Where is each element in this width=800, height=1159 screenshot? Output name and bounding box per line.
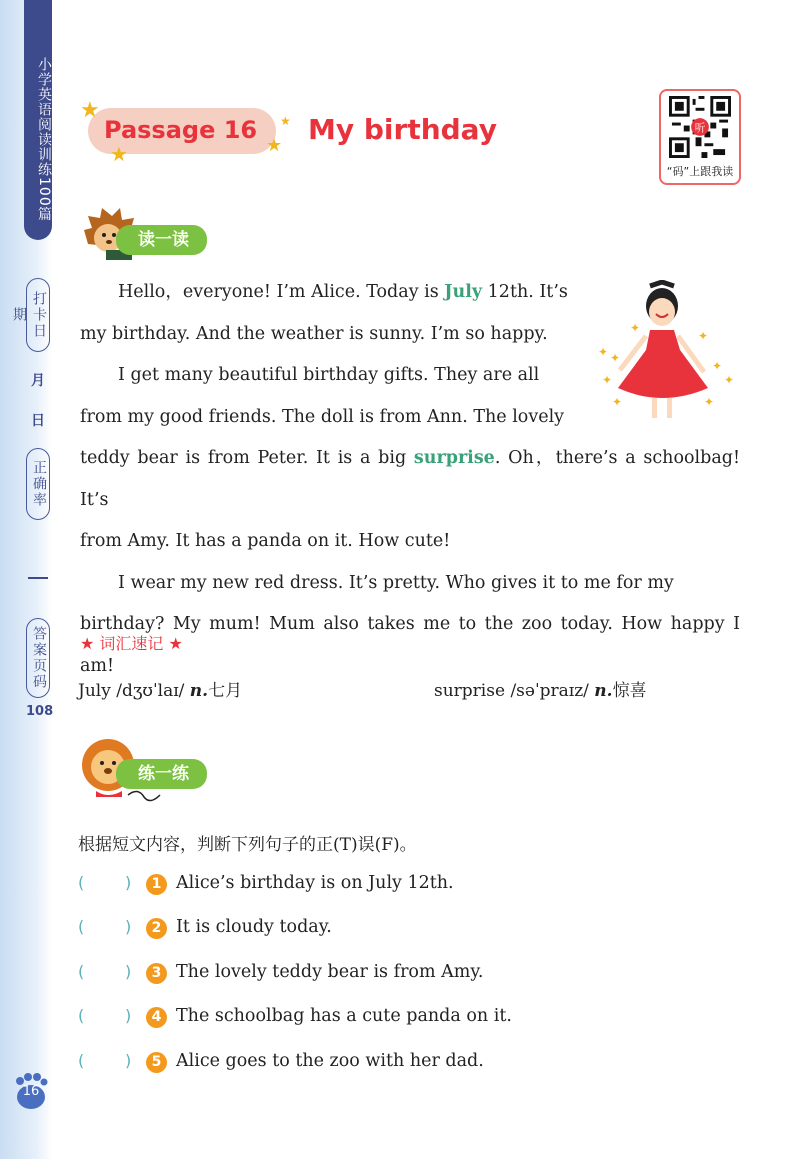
checkin-date-label: 打卡日期 — [26, 278, 50, 352]
answer-paren-left: ( — [78, 1006, 85, 1025]
svg-text:✦: ✦ — [724, 373, 735, 387]
answer-paren-left: ( — [78, 962, 85, 981]
vocab-meaning: 惊喜 — [612, 681, 647, 701]
para1-after: 12th. It’s — [482, 282, 568, 302]
vocab-item-surprise — [434, 676, 647, 701]
svg-text:✦: ✦ — [704, 395, 715, 409]
answer-page-number: 108 — [26, 704, 54, 719]
para3-line2: birthday? My mum! Mum also takes me to the zoo today. How happy I am! — [80, 614, 740, 676]
section-label-read: 读一读 — [116, 225, 207, 255]
answer-paren-right: ) — [125, 1051, 132, 1070]
vocab-title: ★ 词汇速记 ★ — [80, 634, 183, 653]
para1-before: Hello，everyone! I’m Alice. Today is — [118, 282, 445, 302]
para2-line2: from my good friends. The doll is from Ann. The lovely — [80, 406, 565, 427]
answer-paren-right: ) — [125, 917, 132, 936]
question-text: It is cloudy today. — [176, 917, 332, 937]
vocab-item-july — [78, 676, 242, 701]
passage-label: Passage 16 — [104, 116, 258, 144]
highlight-word-july: July — [444, 282, 483, 302]
question-number: 2 — [146, 918, 167, 939]
star-icon: ★ — [80, 98, 100, 123]
para2-line4: from Amy. It has a panda on it. How cute! — [80, 531, 451, 551]
question-text: Alice’s birthday is on July 12th. — [176, 873, 454, 893]
para2-line1: I get many beautiful birthday gifts. They are all — [118, 365, 540, 385]
star-icon: ★ — [266, 135, 283, 156]
vocab-meaning: 七月 — [208, 681, 243, 701]
svg-text:✦: ✦ — [602, 373, 613, 387]
answer-page-label: 答案页码 — [26, 618, 50, 698]
svg-text:✦: ✦ — [712, 359, 723, 373]
vocab-pos: n. — [594, 681, 613, 701]
answer-paren-right: ) — [125, 1006, 132, 1025]
para2-after: . Oh，there’s a schoolbag! It’s — [80, 448, 740, 510]
qr-code-icon — [669, 96, 731, 158]
month-label: 月 — [31, 373, 45, 389]
answer-paren-left: ( — [78, 873, 85, 892]
question-text: The lovely teddy bear is from Amy. — [176, 962, 484, 982]
svg-text:✦: ✦ — [612, 395, 623, 409]
practice-instruction: 根据短文内容，判断下列句子的正(T)误(F)。 — [78, 835, 417, 855]
svg-text:✦: ✦ — [610, 351, 621, 365]
highlight-word-surprise: surprise — [413, 448, 495, 468]
vocab-phonetic: /dʒʊˈlaɪ/ — [116, 681, 185, 701]
page-number: 16 — [22, 1084, 40, 1099]
star-icon: ★ — [280, 114, 291, 128]
answer-paren-left: ( — [78, 917, 85, 936]
page-title: My birthday — [308, 113, 497, 146]
para1-line2: my birthday. And the weather is sunny. I’m so happy. — [80, 323, 548, 344]
answer-paren-right: ) — [125, 962, 132, 981]
question-text: Alice goes to the zoo with her dad. — [176, 1051, 484, 1071]
para2-before: teddy bear is from Peter. It is a big — [80, 448, 414, 468]
svg-text:✦: ✦ — [698, 329, 709, 343]
question-text: The schoolbag has a cute panda on it. — [176, 1006, 512, 1026]
series-title: 小学英语阅读训练100篇 — [24, 0, 52, 240]
svg-text:✦: ✦ — [598, 345, 609, 359]
vocab-word: July — [78, 681, 111, 701]
vocab-phonetic: /səˈpraɪz/ — [510, 681, 589, 701]
svg-text:✦: ✦ — [630, 321, 641, 335]
question-number: 1 — [146, 874, 167, 895]
question-number: 4 — [146, 1007, 167, 1028]
sidebar — [0, 0, 52, 1159]
answer-paren-right: ) — [125, 873, 132, 892]
accuracy-label: 正确率 — [26, 448, 50, 520]
qr-code-card[interactable] — [659, 89, 741, 185]
vocab-word: surprise — [434, 681, 506, 701]
vocab-pos: n. — [189, 681, 209, 701]
section-label-practice: 练一练 — [116, 759, 207, 789]
passage-text — [80, 272, 740, 687]
page-number-badge — [14, 1072, 48, 1110]
answer-paren-left: ( — [78, 1051, 85, 1070]
para3-line1: I wear my new red dress. It’s pretty. Who gives it to me for my — [118, 572, 674, 593]
day-label: 日 — [31, 413, 45, 429]
question-number: 3 — [146, 963, 167, 984]
divider — [28, 577, 48, 579]
star-icon: ★ — [110, 142, 128, 166]
qr-caption: “码”上跟我读 — [666, 165, 734, 178]
question-number: 5 — [146, 1052, 167, 1073]
qr-badge: 听 — [694, 121, 706, 135]
